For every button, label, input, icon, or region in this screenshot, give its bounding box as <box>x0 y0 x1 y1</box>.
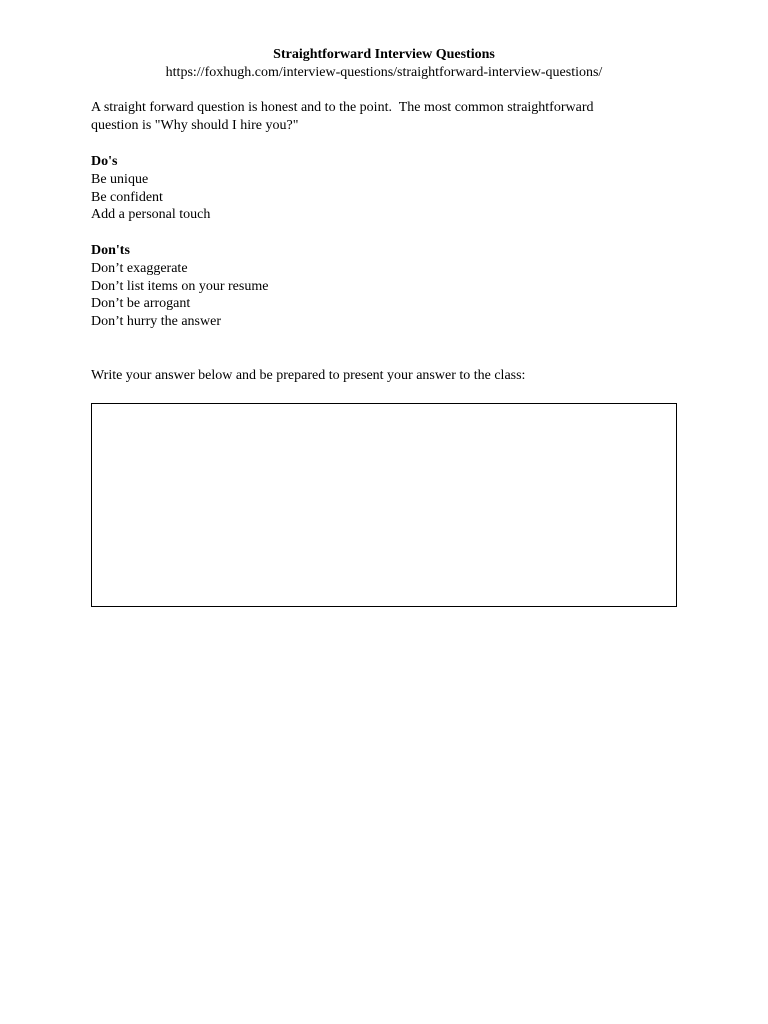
answer-textbox[interactable] <box>91 403 677 607</box>
dos-item-confident: Be confident <box>91 189 163 205</box>
donts-item-list-resume: Don’t list items on your resume <box>91 278 269 294</box>
answer-prompt-text: Write your answer below and be prepared to present your answer to the class: <box>91 368 526 383</box>
source-url: https://foxhugh.com/interview-questions/straightforward-interview-questions/ <box>165 64 603 80</box>
intro-line-1: A straight forward question is honest and to the point. The most common straightforward <box>91 100 594 115</box>
document-header <box>0 46 768 82</box>
dos-item-personal-touch: Add a personal touch <box>91 207 211 223</box>
document-title: Straightforward Interview Questions <box>273 47 495 62</box>
dos-heading: Do's <box>91 154 118 169</box>
dos-item-unique: Be unique <box>91 171 149 187</box>
dos-section <box>91 153 681 224</box>
donts-section <box>91 242 681 331</box>
donts-item-exaggerate: Don’t exaggerate <box>91 260 188 276</box>
donts-item-arrogant: Don’t be arrogant <box>91 296 191 312</box>
answer-prompt <box>91 367 681 385</box>
intro-line-2: question is "Why should I hire you?" <box>91 117 299 133</box>
donts-item-hurry: Don’t hurry the answer <box>91 314 221 330</box>
intro-paragraph <box>91 99 681 135</box>
donts-heading: Don'ts <box>91 243 130 258</box>
